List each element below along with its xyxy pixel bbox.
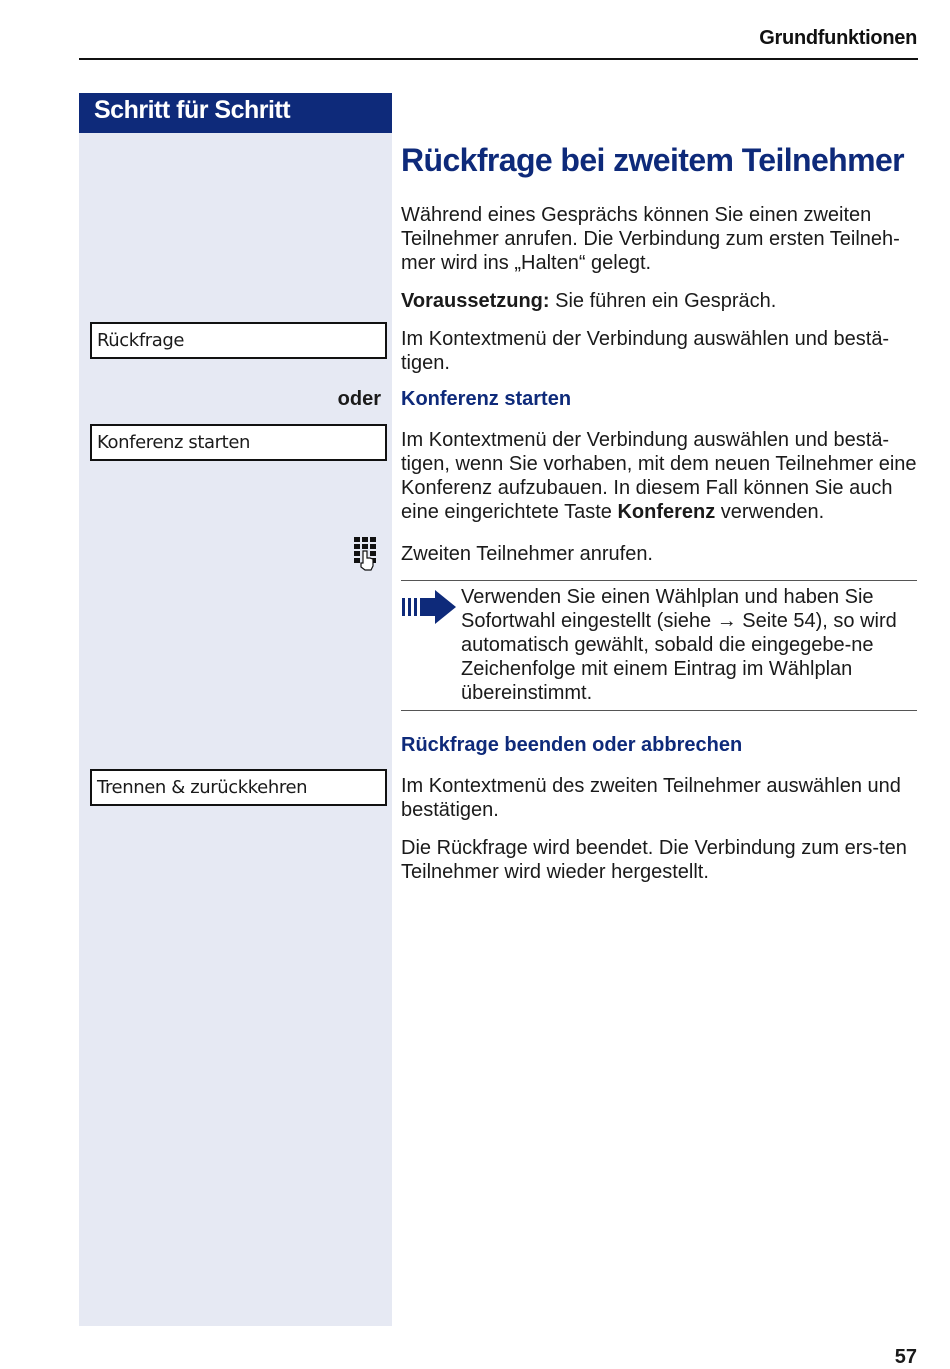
menu-item-trennen: Trennen & zurückkehren	[90, 769, 387, 806]
menu-item-rueckfrage: Rückfrage	[90, 322, 387, 359]
note-text: Verwenden Sie einen Wählplan und haben Sie Sofortwahl eingestellt (siehe → Seite 54), so wird automatisch gewählt, sobald die eingegebe-ne Zeichenfolge mit einem Eintrag im Wählplan übereinstimmt.	[461, 586, 897, 704]
end-result-paragraph: Die Rückfrage wird beendet. Die Verbindung zum ers-ten Teilnehmer wird wieder hergestellt.	[401, 837, 907, 883]
prerequisite-text: Sie führen ein Gespräch.	[549, 290, 777, 312]
keypad-icon	[352, 535, 380, 571]
menu-item-konferenz-starten: Konferenz starten	[90, 424, 387, 461]
or-label: oder	[337, 388, 381, 410]
running-header: Grundfunktionen	[759, 27, 917, 49]
conference-text-before: Im Kontextmenü der Verbindung auswählen und bestä-tigen, wenn Sie vorhaben, mit dem neuen Teilnehmer eine Konferenz aufzubauen. In diesem Fall können Sie auch eine eingerichtete Taste	[401, 429, 917, 523]
conference-key: Konferenz	[617, 501, 716, 523]
note-arrow-icon	[401, 589, 457, 625]
conference-text-after: verwenden.	[715, 501, 825, 523]
prerequisite-label: Voraussetzung:	[401, 290, 550, 312]
sidebar	[79, 93, 392, 1326]
sidebar-heading-text: Schritt für Schritt	[94, 96, 291, 124]
header-rule	[79, 58, 918, 60]
end-heading: Rückfrage beenden oder abbrechen	[401, 734, 743, 756]
prerequisite-paragraph	[401, 289, 921, 313]
dial-paragraph: Zweiten Teilnehmer anrufen.	[401, 543, 653, 565]
page-number: 57	[894, 1346, 917, 1368]
note-top-rule	[401, 580, 917, 581]
conference-paragraph	[401, 428, 921, 524]
note-bottom-rule	[401, 710, 917, 711]
intro-paragraph: Während eines Gesprächs können Sie einen zweiten Teilnehmer anrufen. Die Verbindung zum ersten Teilneh-mer wird ins „Halten“ gelegt.	[401, 204, 900, 274]
sidebar-heading	[79, 93, 392, 133]
step1-paragraph: Im Kontextmenü der Verbindung auswählen und bestä-tigen.	[401, 328, 890, 374]
conference-heading: Konferenz starten	[401, 388, 572, 410]
page-title: Rückfrage bei zweitem Teilnehmer	[401, 142, 905, 178]
end-paragraph: Im Kontextmenü des zweiten Teilnehmer auswählen und bestätigen.	[401, 775, 901, 821]
